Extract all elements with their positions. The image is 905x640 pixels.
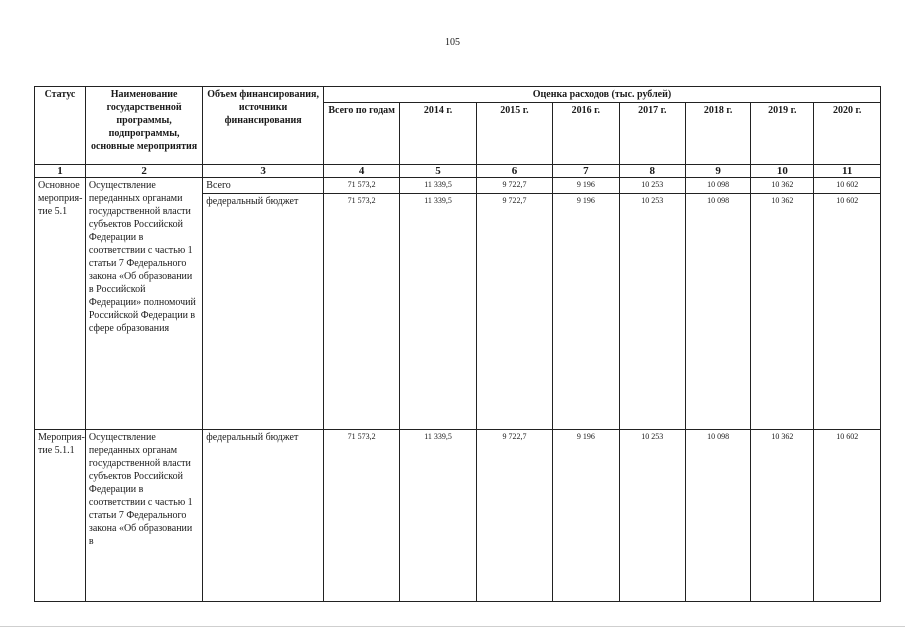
page-number: 105 [445,37,460,48]
value-cell: 11 339,5 [400,430,476,602]
column-number: 11 [814,165,881,178]
header-year: 2016 г. [553,103,619,165]
column-number: 8 [619,165,685,178]
header-year: 2020 г. [814,103,881,165]
value-cell: 11 339,5 [400,178,476,194]
value-cell: 10 098 [685,430,750,602]
value-cell: 9 722,7 [476,194,552,430]
header-row-top [35,87,881,103]
header-year: 2017 г. [619,103,685,165]
column-number: 7 [553,165,619,178]
header-volume: Объем финансирования, источники финансирования [203,87,324,165]
value-cell: 10 253 [619,178,685,194]
value-cell: 71 573,2 [323,430,399,602]
value-cell: 9 196 [553,178,619,194]
row-source: федеральный бюджет [203,430,324,602]
value-cell: 10 602 [814,194,881,430]
value-cell: 9 196 [553,430,619,602]
value-cell: 11 339,5 [400,194,476,430]
row-source: Всего [203,178,324,194]
value-cell: 10 602 [814,430,881,602]
expenditure-table [34,86,881,602]
column-number: 9 [685,165,750,178]
value-cell: 9 722,7 [476,430,552,602]
column-number: 10 [751,165,814,178]
table-row-federal [35,430,881,602]
column-number: 3 [203,165,324,178]
value-cell: 10 362 [751,430,814,602]
value-cell: 9 196 [553,194,619,430]
row-status: Мероприя-тие 5.1.1 [35,430,86,602]
row-name: Осуществление переданных органами государственной власти субъектов Российской Федерации в соответствии с частью 1 статьи 7 Федерального закона «Об образовании в Российской Федерации» полномочий Российской Федерации в сфере образования [85,178,202,430]
value-cell: 10 253 [619,430,685,602]
column-number-row [35,165,881,178]
value-cell: 10 362 [751,194,814,430]
header-name: Наименование государственной программы, подпрограммы, основные мероприятия [85,87,202,165]
value-cell: 10 098 [685,178,750,194]
value-cell: 10 253 [619,194,685,430]
table-row-total [35,178,881,194]
row-source: федеральный бюджет [203,194,324,430]
column-number: 1 [35,165,86,178]
column-number: 5 [400,165,476,178]
header-year: 2018 г. [685,103,750,165]
expenditure-table-container [34,86,881,602]
header-estimate: Оценка расходов (тыс. рублей) [323,87,880,103]
value-cell: 71 573,2 [323,194,399,430]
value-cell: 10 602 [814,178,881,194]
value-cell: 9 722,7 [476,178,552,194]
header-year: 2015 г. [476,103,552,165]
scan-edge-line [0,626,905,627]
value-cell: 10 098 [685,194,750,430]
row-status: Основное мероприя-тие 5.1 [35,178,86,430]
value-cell: 71 573,2 [323,178,399,194]
column-number: 6 [476,165,552,178]
header-year: 2014 г. [400,103,476,165]
header-year: 2019 г. [751,103,814,165]
header-total-years: Всего по годам [323,103,399,165]
header-status: Статус [35,87,86,165]
value-cell: 10 362 [751,178,814,194]
column-number: 2 [85,165,202,178]
column-number: 4 [323,165,399,178]
row-name: Осуществление переданных органам государственной власти субъектов Российской Федерации в соответствии с частью 1 статьи 7 Федерального закона «Об образовании в [85,430,202,602]
